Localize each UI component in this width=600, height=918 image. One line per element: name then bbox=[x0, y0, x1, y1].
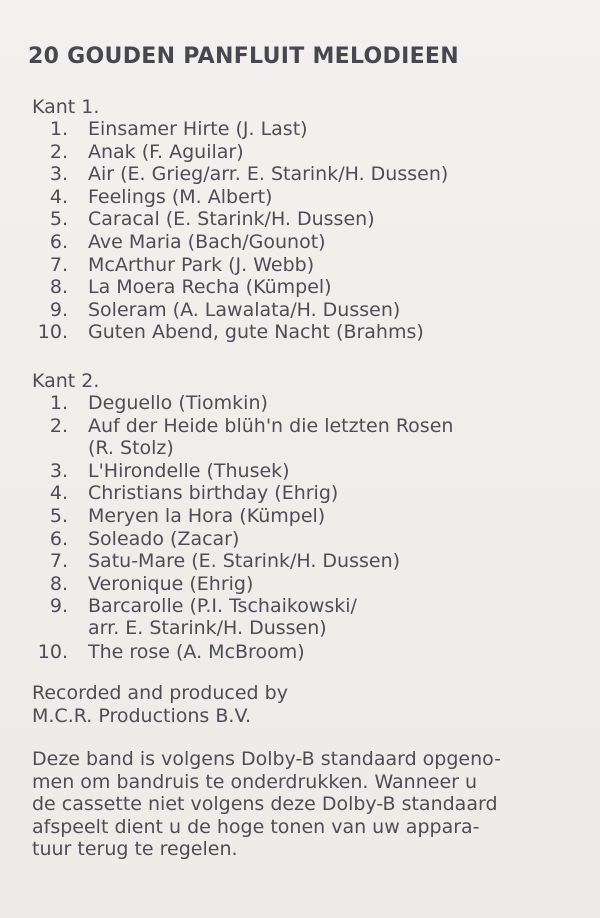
track-number: 1. bbox=[49, 118, 68, 140]
track-title: Einsamer Hirte (J. Last) bbox=[88, 118, 308, 140]
track-number: 3. bbox=[49, 459, 68, 482]
track-number: 7. bbox=[49, 550, 68, 573]
track-title: Christians birthday (Ehrig) bbox=[88, 482, 339, 505]
track-number: 2. bbox=[49, 414, 68, 437]
track-row bbox=[0, 321, 600, 344]
track-row bbox=[0, 231, 600, 254]
track-row bbox=[0, 208, 600, 231]
track-title: Guten Abend, gute Nacht (Brahms) bbox=[88, 321, 424, 344]
track-title: Deguello (Tiomkin) bbox=[88, 392, 268, 414]
track-row bbox=[0, 595, 600, 640]
track-row bbox=[0, 118, 600, 141]
track-row bbox=[0, 415, 600, 460]
track-row bbox=[0, 276, 600, 299]
side-1-heading: Kant 1. bbox=[32, 96, 100, 118]
track-number: 5. bbox=[49, 208, 68, 231]
track-number: 8. bbox=[49, 276, 68, 299]
track-number: 4. bbox=[49, 185, 68, 208]
track-row bbox=[0, 163, 600, 186]
side-1-tracklist bbox=[0, 118, 600, 344]
track-row bbox=[0, 186, 600, 209]
track-title: The rose (A. McBroom) bbox=[88, 640, 305, 663]
track-title: Meryen la Hora (Kümpel) bbox=[88, 504, 326, 527]
track-title: Auf der Heide blüh'n die letzten Rosen (R. Stolz) bbox=[88, 414, 454, 459]
track-row bbox=[0, 550, 600, 573]
dolby-notice: Deze band is volgens Dolby-B standaard opgeno- men om bandruis te onderdrukken. Wanneer u de cassette niet volgens deze Dolby-B standaard afspeelt dient u de hoge tonen van uw appara- tuur terug te regelen. bbox=[32, 748, 501, 860]
track-number: 9. bbox=[49, 595, 68, 618]
track-number: 3. bbox=[49, 163, 68, 186]
track-row bbox=[0, 141, 600, 164]
track-title: La Moera Recha (Kümpel) bbox=[88, 276, 332, 299]
track-number: 9. bbox=[49, 298, 68, 321]
track-row bbox=[0, 573, 600, 596]
track-row bbox=[0, 641, 600, 664]
track-number: 5. bbox=[49, 504, 68, 527]
track-title: Caracal (E. Starink/H. Dussen) bbox=[88, 208, 375, 231]
track-title: Air (E. Grieg/arr. E. Starink/H. Dussen) bbox=[88, 163, 449, 186]
track-title: Anak (F. Aguilar) bbox=[88, 140, 244, 163]
track-row bbox=[0, 482, 600, 505]
album-title: 20 GOUDEN PANFLUIT MELODIEEN bbox=[28, 44, 459, 69]
track-row bbox=[0, 299, 600, 322]
side-2-heading: Kant 2. bbox=[32, 370, 100, 392]
track-row bbox=[0, 254, 600, 277]
track-row bbox=[0, 528, 600, 551]
track-number: 10. bbox=[37, 321, 68, 344]
track-number: 8. bbox=[49, 572, 68, 595]
track-title: McArthur Park (J. Webb) bbox=[88, 253, 315, 276]
track-number: 4. bbox=[49, 482, 68, 505]
track-title: L'Hirondelle (Thusek) bbox=[88, 459, 290, 482]
track-title: Ave Maria (Bach/Gounot) bbox=[88, 230, 326, 253]
track-number: 10. bbox=[37, 640, 68, 663]
track-title: Feelings (M. Albert) bbox=[88, 185, 273, 208]
track-row bbox=[0, 505, 600, 528]
track-row bbox=[0, 392, 600, 415]
track-title: Barcarolle (P.I. Tschaikowski/ arr. E. Starink/H. Dussen) bbox=[88, 595, 357, 640]
track-number: 7. bbox=[49, 253, 68, 276]
track-row bbox=[0, 460, 600, 483]
track-title: Soleram (A. Lawalata/H. Dussen) bbox=[88, 298, 401, 321]
side-2-tracklist bbox=[0, 392, 600, 663]
track-number: 6. bbox=[49, 230, 68, 253]
track-title: Veronique (Ehrig) bbox=[88, 572, 254, 595]
track-number: 1. bbox=[49, 392, 68, 414]
production-credits: Recorded and produced by M.C.R. Productions B.V. bbox=[32, 682, 288, 727]
track-title: Soleado (Zacar) bbox=[88, 527, 240, 550]
track-number: 6. bbox=[49, 527, 68, 550]
track-title: Satu-Mare (E. Starink/H. Dussen) bbox=[88, 550, 401, 573]
track-number: 2. bbox=[49, 140, 68, 163]
